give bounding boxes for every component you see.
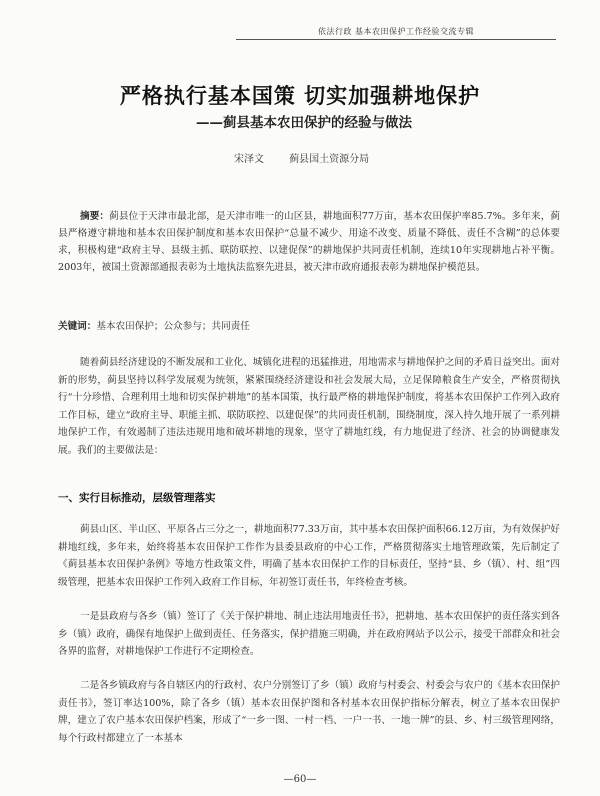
- body-paragraph: 蓟县山区、半山区、平原各占三分之一，耕地面积77.33万亩，其中基本农田保护面积66.12万亩，为有效保护好耕地红线，多年来，始终将基本农田保护工作作为县委县政府的中心工作，严格贯彻落实土地管理政策，先后制定了《蓟县基本农田保护条例》等地方性政策文件，明确了基本农田保护工作的目标责任，坚持“县、乡（镇）、村、组”四级管理，把基本农田保护工作列入政府工作目标，年初签订责任书，年终检查考核。: [58, 524, 560, 588]
- abstract-label: 摘要：: [80, 211, 110, 222]
- running-header: 依法行政 基本农田保护工作经验交流专辑: [236, 26, 556, 40]
- keywords-text: 基本农田保护；公众参与；共同责任: [96, 321, 250, 332]
- page-number: —60—: [283, 774, 317, 785]
- body-paragraph: 一是县政府与各乡（镇）签订了《关于保护耕地、制止违法用地责任书》，把耕地、基本农田保护的责任落实到各乡（镇）政府，确保有地保护上做到责任、任务落实，保护措施三明确，并在政府网站予以公示，接受干部群众和社会各界的监督，对耕地保护工作进行不定期检查。: [58, 611, 560, 657]
- keywords: [58, 318, 250, 332]
- article-title: 严格执行基本国策 切实加强耕地保护: [119, 84, 481, 108]
- section-heading: 一、实行目标推动，层级管理落实: [58, 492, 216, 504]
- author-name: 宋泽文: [234, 154, 264, 165]
- author-affiliation: 蓟县国土资源分局: [289, 154, 370, 165]
- abstract-text: 蓟县位于天津市最北部，是天津市唯一的山区县，耕地面积77万亩，基本农田保护率85.7%。多年来，蓟县严格遵守耕地和基本农田保护制度和基本农田保护“总量不减少、用途不改变、质量不降低、责任不含糊”的总体要求，积极构建“政府主导、县级主抓、联防联控、以建促保”的耕地保护共同责任机制，连续10年实现耕地占补平衡。2003年，被国土资源部通报表彰为土地执法监察先进县，被天津市政府通报表彰为耕地保护模范县。: [58, 211, 561, 273]
- abstract: [58, 208, 560, 276]
- keywords-label: 关键词：: [58, 321, 97, 332]
- byline: [234, 150, 391, 165]
- intro-paragraph: 随着蓟县经济建设的不断发展和工业化、城镇化进程的迅猛推进，用地需求与耕地保护之间的矛盾日益突出。面对新的形势，蓟县坚持以科学发展观为统领，紧紧围绕经济建设和社会发展大局，立足保障粮食生产安全，严格贯彻执行“十分珍惜、合理利用土地和切实保护耕地”的基本国策，执行最严格的耕地保护制度，将基本农田保护工作列入政府工作目标，建立“政府主导、职能主抓、联防联控、以建促保”的共同责任机制，围绕制度，深入持久地开展了一系列耕地保护工作，有效遏制了违法违规用地和破坏耕地的现象，坚守了耕地红线，有力地促进了经济、社会的协调健康发展。我们的主要做法是：: [58, 357, 560, 456]
- article-subtitle: ——蓟县基本农田保护的经验与做法: [196, 115, 412, 131]
- body-paragraph: 二是各乡镇政府与各自辖区内的行政村、农户分别签订了乡（镇）政府与村委会、村委会与农户的《基本农田保护责任书》，签订率达100%，除了各乡（镇）基本农田保护图和各村基本农田保护指标分解表，树立了基本农田保护牌，建立了农户基本农田保护档案，形成了“一乡一图、一村一档、一户一书、一地一牌”的县、乡、村三级管理网络，每个行政村都建立了一本基本: [58, 680, 560, 744]
